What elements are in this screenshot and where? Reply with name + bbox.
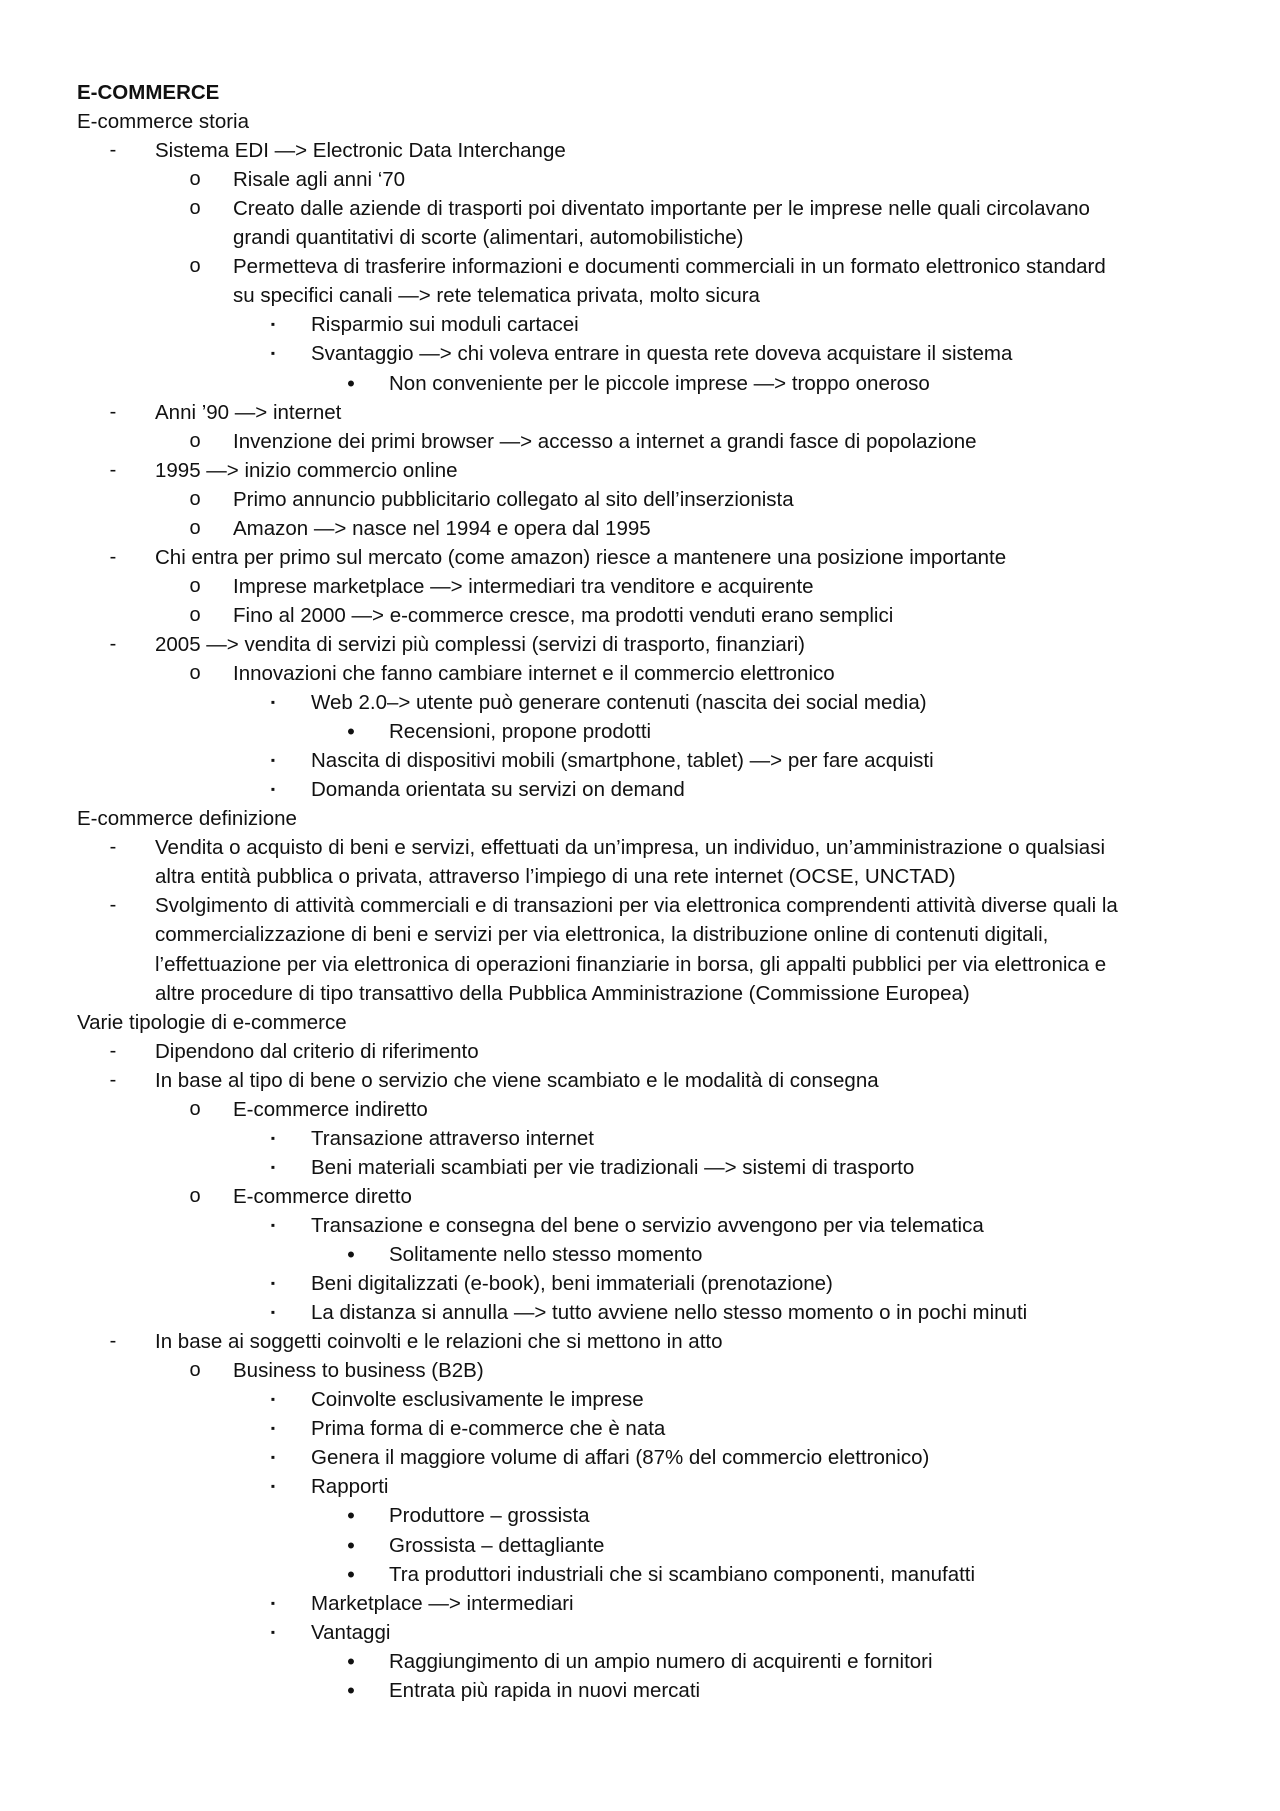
outline-text: Svantaggio —> chi voleva entrare in questa rete doveva acquistare il sistema	[311, 342, 1013, 366]
circle-bullet-icon: o	[189, 487, 201, 510]
outline-text: E-commerce definizione	[77, 807, 297, 831]
outline-text: E-commerce diretto	[233, 1184, 412, 1208]
outline-text: Anni ’90 —> internet	[155, 400, 342, 424]
outline-text: Beni digitalizzati (e-book), beni immateriali (prenotazione)	[311, 1272, 833, 1296]
square-bullet-icon: ▪	[270, 695, 276, 710]
outline-text: Fino al 2000 —> e-commerce cresce, ma prodotti venduti erano semplici	[233, 603, 894, 627]
circle-bullet-icon: o	[189, 1359, 201, 1382]
dot-bullet-icon: •	[347, 1503, 355, 1529]
outline-text: Creato dalle aziende di trasporti poi diventato importante per le imprese nelle quali circolavano	[233, 197, 1090, 221]
square-bullet-icon: ▪	[270, 1130, 276, 1145]
outline-text: Amazon —> nasce nel 1994 e opera dal 1995	[233, 516, 651, 540]
square-bullet-icon: ▪	[270, 1595, 276, 1610]
outline-text: Marketplace —> intermediari	[311, 1591, 574, 1615]
outline-text: Primo annuncio pubblicitario collegato al sito dell’inserzionista	[233, 487, 794, 511]
outline-text: Risale agli anni ‘70	[233, 168, 406, 192]
outline-text: Chi entra per primo sul mercato (come amazon) riesce a mantenere una posizione importante	[155, 545, 1007, 569]
dot-bullet-icon: •	[347, 370, 355, 396]
outline-text: Nascita di dispositivi mobili (smartphone, tablet) —> per fare acquisti	[311, 749, 934, 773]
outline-text: Varie tipologie di e-commerce	[77, 1010, 347, 1034]
dot-bullet-icon: •	[347, 1532, 355, 1558]
dash-bullet-icon: -	[109, 1039, 117, 1062]
outline-text: La distanza si annulla —> tutto avviene nello stesso momento o in pochi minuti	[311, 1301, 1028, 1325]
outline-text: 2005 —> vendita di servizi più complessi (servizi di trasporto, finanziari)	[155, 632, 806, 656]
outline-text: In base ai soggetti coinvolti e le relazioni che si mettono in atto	[155, 1330, 723, 1354]
dot-bullet-icon: •	[347, 1242, 355, 1267]
outline-text: Rapporti	[311, 1475, 389, 1499]
dash-bullet-icon: -	[109, 894, 117, 917]
dash-bullet-icon: -	[109, 458, 117, 481]
outline-text: Recensioni, propone prodotti	[389, 720, 652, 744]
square-bullet-icon: ▪	[270, 317, 276, 332]
circle-bullet-icon: o	[189, 1097, 201, 1120]
circle-bullet-icon: o	[189, 662, 201, 684]
square-bullet-icon: ▪	[270, 1624, 276, 1639]
outline-text: commercializzazione di beni e servizi per via elettronica, la distribuzione online di contenuti digitali,	[155, 923, 1049, 947]
circle-bullet-icon: o	[189, 516, 201, 539]
outline-text: Innovazioni che fanno cambiare internet e il commercio elettronico	[233, 662, 835, 685]
outline-text: E-commerce indiretto	[233, 1097, 428, 1121]
outline-text: Web 2.0–> utente può generare contenuti (nascita dei social media)	[311, 691, 927, 715]
outline-text: Non conveniente per le piccole imprese —> troppo oneroso	[389, 371, 930, 395]
dash-bullet-icon: -	[109, 836, 117, 859]
outline-text: Sistema EDI —> Electronic Data Interchange	[155, 139, 566, 163]
outline-text: Vantaggi	[311, 1620, 391, 1644]
outline-text: Permetteva di trasferire informazioni e documenti commerciali in un formato elettronico standard	[233, 255, 1106, 279]
outline-text: Produttore – grossista	[389, 1504, 590, 1528]
outline-text: Imprese marketplace —> intermediari tra venditore e acquirente	[233, 574, 814, 598]
outline-text: Raggiungimento di un ampio numero di acquirenti e fornitori	[389, 1649, 933, 1673]
square-bullet-icon: ▪	[270, 1421, 276, 1436]
square-bullet-icon: ▪	[270, 1450, 276, 1465]
outline-text: Prima forma di e-commerce che è nata	[311, 1417, 666, 1441]
circle-bullet-icon: o	[189, 255, 201, 278]
outline-text: Vendita o acquisto di beni e servizi, effettuati da un’impresa, un individuo, un’amministrazione o qualsiasi	[155, 836, 1106, 860]
outline-text: altra entità pubblica o privata, attraverso l’impiego di una rete internet (OCSE, UNCTAD)	[155, 865, 956, 889]
document-title: E-COMMERCE	[77, 81, 220, 104]
outline-text: Transazione attraverso internet	[311, 1126, 594, 1150]
outline-text: Svolgimento di attività commerciali e di transazioni per via elettronica comprendenti attività diverse quali la	[155, 894, 1118, 918]
outline-text: In base al tipo di bene o servizio che viene scambiato e le modalità di consegna	[155, 1068, 879, 1092]
outline-text: altre procedure di tipo transattivo della Pubblica Amministrazione (Commissione Europea)	[155, 981, 970, 1005]
square-bullet-icon: ▪	[270, 1217, 276, 1232]
circle-bullet-icon: o	[189, 574, 201, 597]
outline-text: Risparmio sui moduli cartacei	[311, 313, 579, 337]
outline-text: 1995 —> inizio commercio online	[155, 458, 458, 482]
square-bullet-icon: ▪	[270, 782, 276, 797]
outline-text: Tra produttori industriali che si scambiano componenti, manufatti	[389, 1562, 976, 1586]
outline-text: Grossista – dettagliante	[389, 1533, 605, 1557]
outline-text: Dipendono dal criterio di riferimento	[155, 1039, 479, 1063]
outline-text: E-commerce storia	[77, 110, 250, 134]
dot-bullet-icon: •	[347, 1677, 355, 1703]
outline-text: Solitamente nello stesso momento	[389, 1243, 703, 1266]
outline-text: Beni materiali scambiati per vie tradizionali —> sistemi di trasporto	[311, 1155, 915, 1179]
outline-text: Business to business (B2B)	[233, 1359, 484, 1383]
square-bullet-icon: ▪	[270, 1479, 276, 1494]
square-bullet-icon: ▪	[270, 1392, 276, 1407]
circle-bullet-icon: o	[189, 603, 201, 626]
outline-text: Domanda orientata su servizi on demand	[311, 778, 685, 802]
circle-bullet-icon: o	[189, 168, 201, 191]
square-bullet-icon: ▪	[270, 753, 276, 768]
circle-bullet-icon: o	[189, 1184, 201, 1207]
outline-text: Transazione e consegna del bene o servizio avvengono per via telematica	[311, 1213, 984, 1237]
outline-text: grandi quantitativi di scorte (alimentari, automobilistiche)	[233, 226, 744, 250]
outline-text: Entrata più rapida in nuovi mercati	[389, 1678, 701, 1702]
dot-bullet-icon: •	[347, 1561, 355, 1587]
outline-text: Genera il maggiore volume di affari (87% del commercio elettronico)	[311, 1446, 930, 1470]
square-bullet-icon: ▪	[270, 346, 276, 361]
dot-bullet-icon: •	[347, 719, 355, 745]
outline-text: Coinvolte esclusivamente le imprese	[311, 1388, 644, 1412]
outline-text: l’effettuazione per via elettronica di operazioni finanziarie in borsa, gli appalti pubblici per via elettronica e	[155, 952, 1107, 976]
dash-bullet-icon: -	[109, 400, 117, 423]
dash-bullet-icon: -	[109, 545, 117, 568]
dash-bullet-icon: -	[109, 139, 117, 162]
dash-bullet-icon: -	[109, 1068, 117, 1091]
circle-bullet-icon: o	[189, 197, 201, 220]
circle-bullet-icon: o	[189, 429, 201, 452]
dash-bullet-icon: -	[109, 1330, 117, 1353]
square-bullet-icon: ▪	[270, 1159, 276, 1174]
dash-bullet-icon: -	[109, 632, 117, 655]
square-bullet-icon: ▪	[270, 1276, 276, 1291]
dot-bullet-icon: •	[347, 1648, 355, 1674]
outline-text: Invenzione dei primi browser —> accesso a internet a grandi fasce di popolazione	[233, 429, 977, 453]
square-bullet-icon: ▪	[270, 1305, 276, 1320]
outline-text: su specifici canali —> rete telematica privata, molto sicura	[233, 284, 760, 308]
